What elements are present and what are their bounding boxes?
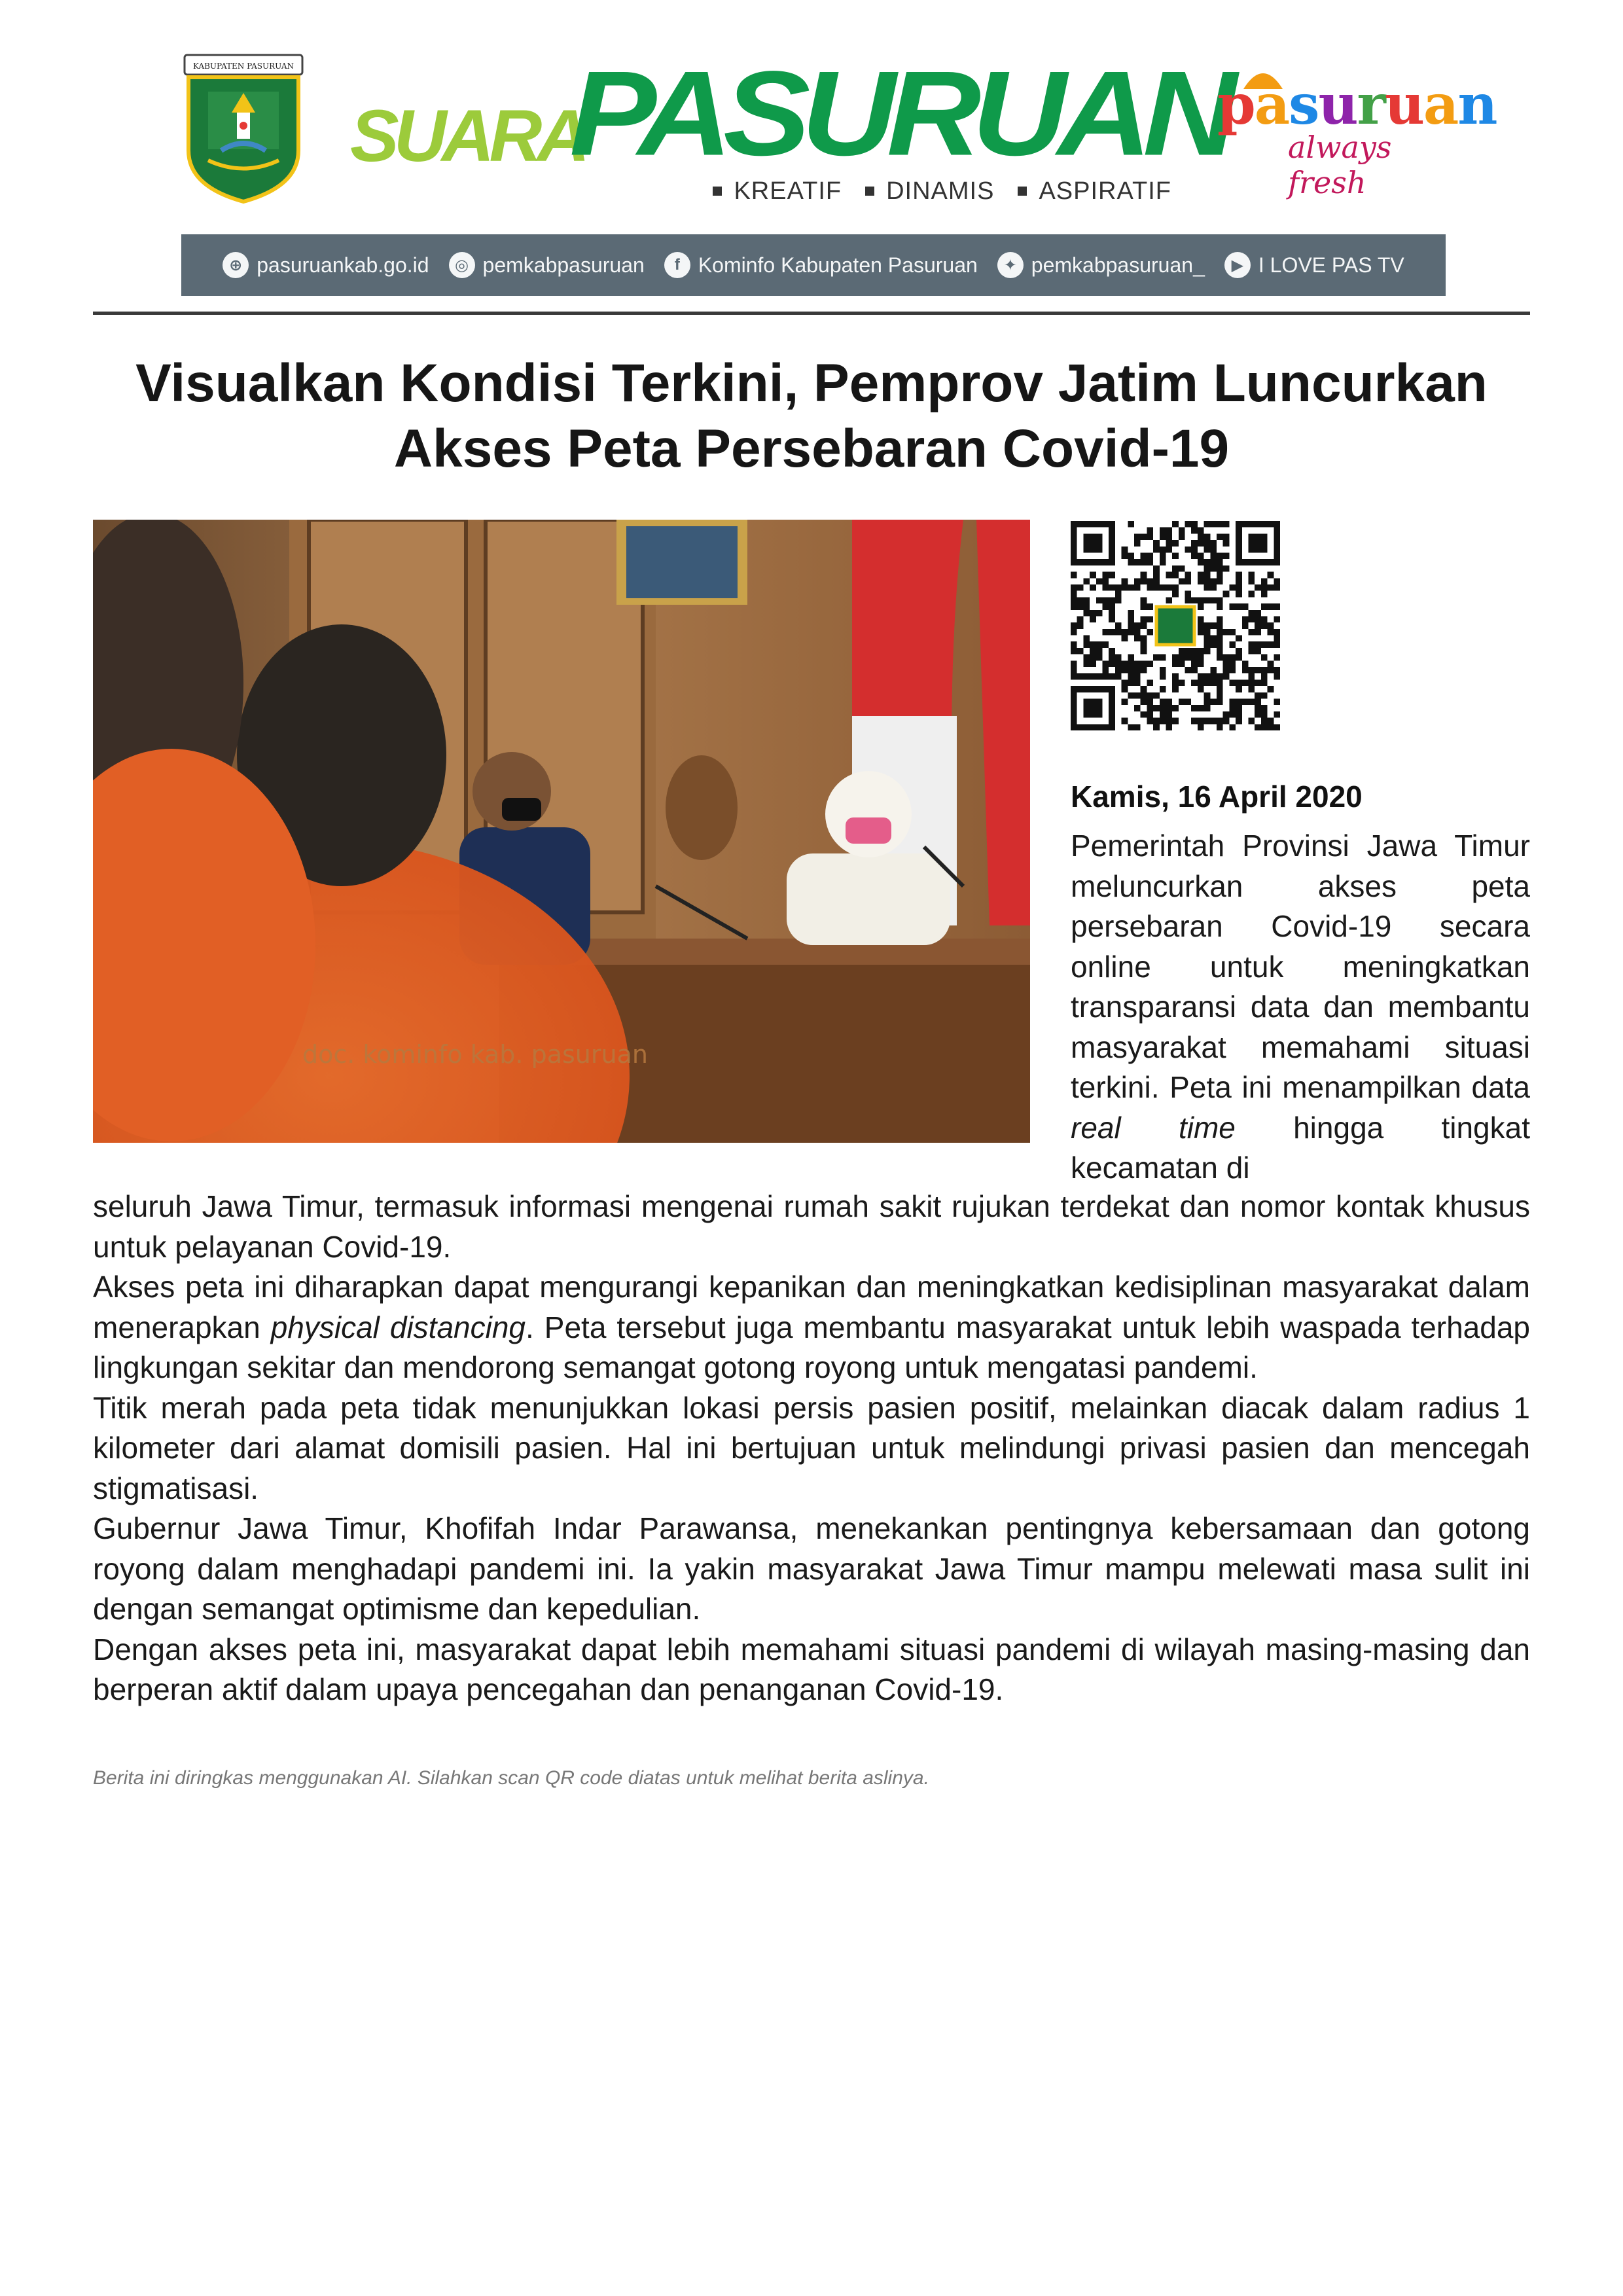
photo-watermark: doc. kominfo kab. pasuruan	[302, 1040, 648, 1069]
brand-word-text: pasuruan	[1217, 72, 1497, 137]
brand-slogan: always fresh	[1288, 130, 1392, 200]
title-line-1: Visualkan Kondisi Terkini, Pemprov Jatim Luncurkan	[135, 353, 1488, 413]
youtube-icon: ▶	[1224, 252, 1251, 278]
masthead-pasuruan: PASURUAN	[569, 46, 1228, 181]
social-link-facebook[interactable]: f Kominfo Kabupaten Pasuruan	[664, 252, 978, 278]
masthead-logo	[350, 46, 1228, 181]
social-link-youtube[interactable]: ▶ I LOVE PAS TV	[1224, 252, 1404, 278]
article-paragraph: Gubernur Jawa Timur, Khofifah Indar Parawansa, menekankan pentingnya kebersamaan dan gotong royong dalam menghadapi pandemi ini. Ia yakin masyarakat Jawa Timur mampu melewati masa sulit ini dengan semangat optimisme dan kepedulian.	[93, 1511, 1530, 1626]
social-link-instagram[interactable]: ◎ pemkabpasuruan	[449, 252, 645, 278]
globe-icon: ⊕	[223, 252, 249, 278]
square-bullet-icon	[1018, 187, 1027, 196]
brand-word	[1217, 72, 1497, 137]
ai-summary-footnote: Berita ini diringkas menggunakan AI. Silahkan scan QR code diatas untuk melihat berita aslinya.	[93, 1767, 929, 1789]
article-photo	[93, 520, 1030, 1143]
header-divider	[93, 312, 1530, 315]
social-media-bar	[181, 234, 1446, 296]
tagline-item: ASPIRATIF	[1018, 177, 1171, 206]
article-paragraph: Dengan akses peta ini, masyarakat dapat lebih memahami situasi pandemi di wilayah masing-masing dan berperan aktif dalam upaya pencegahan dan penanganan Covid-19.	[93, 1632, 1530, 1706]
crest-label: KABUPATEN PASURUAN	[192, 62, 294, 71]
qr-code[interactable]	[1071, 521, 1280, 730]
masthead-tagline	[674, 177, 1171, 206]
social-link-twitter[interactable]: ✦ pemkabpasuruan_	[997, 252, 1205, 278]
masthead-suara: SUARA	[350, 95, 585, 177]
article-date: Kamis, 16 April 2020	[1071, 780, 1363, 814]
title-line-2: Akses Peta Persebaran Covid-19	[393, 419, 1230, 478]
tagline-item: KREATIF	[713, 177, 842, 206]
facebook-icon: f	[664, 252, 690, 278]
article-paragraph: seluruh Jawa Timur, termasuk informasi mengenai rumah sakit rujukan terdekat dan nomor kontak khusus untuk pelayanan Covid-19.	[93, 1189, 1530, 1264]
pasuruan-brand-logo	[1217, 72, 1497, 200]
tagline-item: DINAMIS	[865, 177, 994, 206]
twitter-icon: ✦	[997, 252, 1024, 278]
regency-crest-logo	[182, 52, 305, 204]
instagram-icon: ◎	[449, 252, 475, 278]
article-paragraph: Titik merah pada peta tidak menunjukkan lokasi persis pasien positif, melainkan diacak dalam radius 1 kilometer dari alamat domisili pasien. Hal ini bertujuan untuk melindungi privasi pasien dan mencegah stigmatisasi.	[93, 1390, 1530, 1505]
square-bullet-icon	[713, 187, 722, 196]
article-lead-paragraph: Pemerintah Provinsi Jawa Timur meluncurkan akses peta persebaran Covid-19 secara online untuk meningkatkan transparansi data dan membantu masyarakat memahami situasi terkini. Peta ini menampilkan data real time hingga tingkat kecamatan di	[1071, 829, 1531, 1185]
article-title	[93, 351, 1530, 482]
article-paragraph: Akses peta ini diharapkan dapat mengurangi kepanikan dan meningkatkan kedisiplinan masyarakat dalam menerapkan physical distancing. Peta tersebut juga membantu masyarakat untuk lebih waspada terhadap lingkungan sekitar dan mendorong semangat gotong royong untuk mengatasi pandemi.	[93, 1270, 1530, 1384]
article-body	[93, 1187, 1530, 1710]
social-link-website[interactable]: ⊕ pasuruankab.go.id	[223, 252, 429, 278]
square-bullet-icon	[865, 187, 874, 196]
